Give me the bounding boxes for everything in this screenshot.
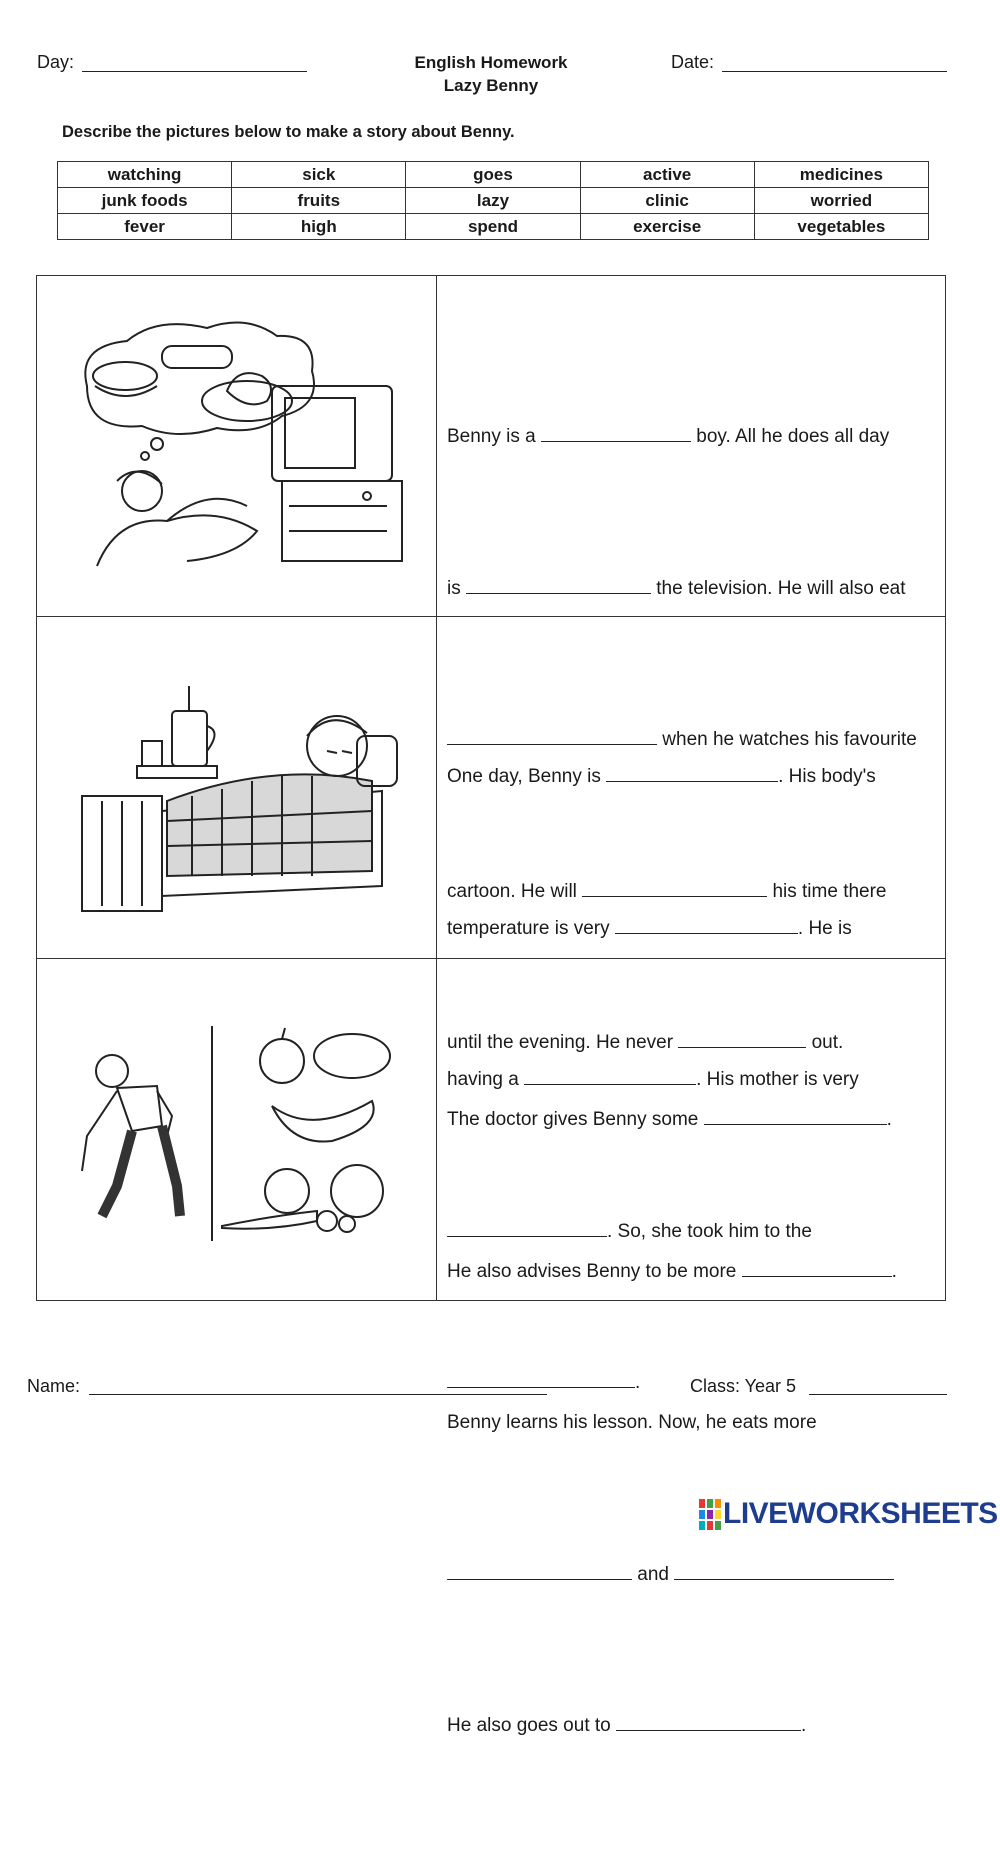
- answer-blank[interactable]: [616, 1716, 801, 1731]
- word-bank-table: [57, 161, 929, 240]
- story-text: having a: [447, 1069, 525, 1090]
- story-text: . He is: [797, 917, 852, 939]
- story-line: [447, 752, 942, 803]
- word-bank-row: [58, 162, 929, 188]
- story-line: [447, 1095, 942, 1146]
- answer-blank[interactable]: [742, 1262, 892, 1277]
- exercise-boy-leg-shape: [102, 1131, 132, 1216]
- exercise-boy-head-shape: [96, 1055, 128, 1087]
- answer-blank[interactable]: [674, 1565, 894, 1580]
- side-table-shape: [137, 766, 217, 778]
- story-line: [447, 1701, 942, 1752]
- story-text: .: [891, 1260, 897, 1282]
- word-bank-row: [58, 214, 929, 240]
- answer-blank[interactable]: [466, 579, 651, 594]
- story-text: . So, she took him to the: [607, 1220, 812, 1242]
- thought-cloud-shape: [85, 323, 314, 434]
- answer-blank[interactable]: [704, 1110, 887, 1125]
- exercise-boy-shirt-shape: [117, 1086, 162, 1131]
- day-input-line[interactable]: [82, 71, 307, 72]
- answer-blank[interactable]: [541, 427, 691, 442]
- liveworksheets-logo-text: LIVEWORKSHEETS: [723, 1497, 998, 1530]
- page-subtitle: Lazy Benny: [443, 76, 539, 95]
- story-text: He also goes out to: [447, 1715, 616, 1736]
- sofa-shape: [97, 515, 257, 566]
- story-text: and: [632, 1563, 675, 1585]
- word-bank-cell: clinic: [580, 188, 754, 214]
- story-line: [447, 1247, 942, 1298]
- thought-bubble-dot: [141, 452, 149, 460]
- page-title: English Homework: [414, 53, 568, 72]
- liveworksheets-logo: [697, 1496, 998, 1532]
- cauliflower-shape: [331, 1165, 383, 1217]
- name-input-line[interactable]: [89, 1394, 547, 1395]
- word-bank-cell: spend: [406, 214, 580, 240]
- tv-cabinet-shape: [282, 481, 402, 561]
- sandwich-shape: [162, 346, 232, 368]
- benny-watching-tv-picture: [67, 316, 407, 576]
- word-bank-cell: vegetables: [754, 214, 928, 240]
- story-text: . His body's: [778, 766, 876, 787]
- word-bank-cell: medicines: [754, 162, 928, 188]
- tv-shape: [272, 386, 392, 481]
- thought-bubble-dot: [151, 438, 163, 450]
- story-text: .: [801, 1715, 807, 1736]
- carrot-shape: [222, 1211, 317, 1229]
- thermos-shape: [172, 711, 207, 766]
- panel-3-text: [447, 994, 942, 1853]
- date-input-line[interactable]: [722, 71, 947, 72]
- chicken-shape: [227, 373, 271, 404]
- word-bank-cell: junk foods: [58, 188, 232, 214]
- story-text: The doctor gives Benny some: [447, 1109, 704, 1130]
- story-line: [447, 412, 942, 463]
- benny-healthy-picture: [72, 1016, 412, 1256]
- word-bank-cell: exercise: [580, 214, 754, 240]
- glass-shape: [142, 741, 162, 766]
- story-line: [447, 904, 942, 955]
- story-text: boy. All he does all day: [691, 426, 890, 447]
- word-bank-cell: active: [580, 162, 754, 188]
- story-text: temperature is very: [447, 917, 615, 939]
- story-text: . His mother is very: [696, 1069, 859, 1090]
- word-bank-cell: fruits: [232, 188, 406, 214]
- word-bank-cell: worried: [754, 188, 928, 214]
- word-bank-cell: fever: [58, 214, 232, 240]
- exercise-boy-arm-shape: [82, 1091, 117, 1171]
- melon-shape: [314, 1034, 390, 1078]
- word-bank-row: [58, 188, 929, 214]
- burger-shape: [93, 362, 157, 390]
- answer-blank[interactable]: [615, 919, 798, 934]
- story-text: until the evening. He never: [447, 1032, 679, 1053]
- story-line: [447, 1550, 942, 1601]
- name-label: Name:: [27, 1376, 81, 1396]
- story-text: out.: [806, 1032, 844, 1053]
- answer-blank[interactable]: [606, 767, 778, 782]
- word-bank-cell: goes: [406, 162, 580, 188]
- story-line: [447, 564, 942, 615]
- word-bank-cell: lazy: [406, 188, 580, 214]
- class-input-line[interactable]: [809, 1394, 947, 1395]
- story-text: the television. He will also eat: [651, 577, 906, 599]
- answer-blank[interactable]: [447, 1565, 632, 1580]
- boy-head-shape: [122, 471, 162, 511]
- story-text: when he watches his favourite: [657, 729, 917, 750]
- date-label: Date:: [671, 52, 715, 72]
- story-text: his time there: [767, 880, 887, 902]
- story-text: Benny learns his lesson. Now, he eats more: [447, 1412, 817, 1433]
- story-text: cartoon. He will: [447, 880, 583, 902]
- grid-divider: [436, 276, 437, 1300]
- story-text: One day, Benny is: [447, 766, 607, 787]
- exercise-boy-leg-shape: [162, 1126, 180, 1216]
- banana-shape: [272, 1101, 374, 1142]
- story-text: Benny is a: [447, 426, 541, 447]
- instruction-text: Describe the pictures below to make a story about Benny.: [62, 123, 515, 141]
- liveworksheets-logo-icon: [697, 1497, 723, 1531]
- word-bank-cell: high: [232, 214, 406, 240]
- benny-sick-picture: [72, 671, 402, 916]
- apple-shape: [260, 1039, 304, 1083]
- word-bank-cell: sick: [232, 162, 406, 188]
- story-text: .: [886, 1109, 892, 1130]
- word-bank-cell: watching: [58, 162, 232, 188]
- blanket-shape: [167, 774, 372, 876]
- day-label: Day:: [37, 52, 75, 72]
- cabbage-shape: [265, 1169, 309, 1213]
- class-label: Class: Year 5: [690, 1376, 797, 1396]
- story-text: is: [447, 577, 466, 599]
- story-line: [447, 1398, 942, 1449]
- sick-boy-hair-shape: [307, 720, 367, 736]
- tv-screen-shape: [285, 398, 355, 468]
- story-text: .: [635, 1372, 641, 1393]
- story-text: He also advises Benny to be more: [447, 1260, 742, 1282]
